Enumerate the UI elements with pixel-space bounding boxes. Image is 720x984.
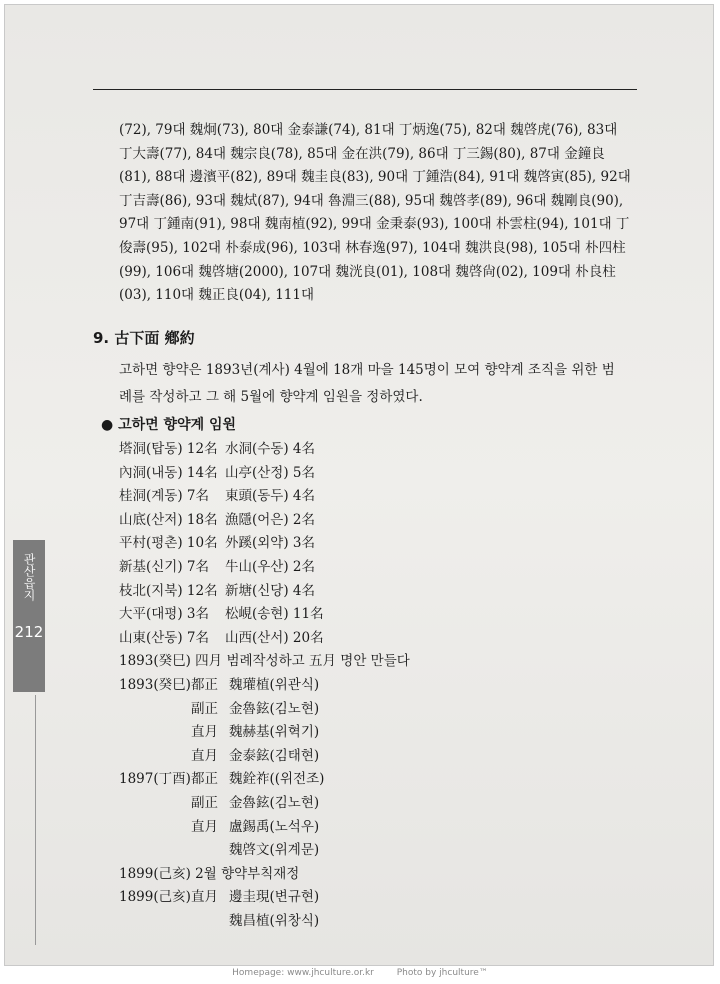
village-entry: 枝北(지북) 12名 [119, 582, 218, 599]
village-entry: 塔洞(탑동) 12名 [119, 441, 218, 457]
village-entry: 內洞(내동) 14名 [119, 464, 218, 481]
officer-role: 副正 [191, 700, 218, 717]
village-entry: 山底(산저) 18名 [119, 511, 218, 528]
officer-year: 1893(癸巳) [119, 677, 191, 693]
officer-year: 1897(丁酉) [119, 771, 191, 788]
body-line: 丁吉壽(86), 93대 魏烒(87), 94대 魯淵三(88), 95대 魏啓孝(89), 96대 魏剛良(90), [119, 192, 624, 209]
officer-role: 都正 [191, 677, 218, 693]
village-entry: 東頭(동두) 4名 [225, 488, 315, 505]
officer-name: 魏啓文(위계문) [229, 842, 320, 859]
officer-name: 魏銓祚((위전조) [229, 771, 325, 788]
officer-name: 魏瓘植(위관식) [229, 677, 320, 693]
book-title: 관산읍지 [22, 553, 36, 601]
body-paragraph [119, 119, 639, 308]
village-entry: 外蹊(외약) 3名 [225, 535, 315, 552]
village-entry: 水洞(수동) 4名 [225, 441, 315, 457]
village-entry: 山東(산동) 7名 [119, 629, 209, 646]
header-rule [93, 89, 637, 90]
body-line: 丁大壽(77), 84대 魏宗良(78), 85대 金在洪(79), 86대 丁三錫(80), 87대 金鐘良 [119, 145, 605, 162]
intro-line: 례를 작성하고 그 해 5월에 향약계 임원을 정하였다. [119, 389, 423, 405]
officer-role: 副正 [191, 795, 218, 811]
section-intro [119, 357, 629, 411]
village-entry: 牛山(우산) 2名 [225, 559, 315, 575]
body-line: 97대 丁鍾南(91), 98대 魏南植(92), 99대 金秉泰(93), 100대 朴雲柱(94), 101대 丁 [119, 216, 630, 233]
book-page-photo [4, 4, 714, 966]
officer-name: 魏赫基(위혁기) [229, 724, 320, 741]
village-entry: 山西(산서) 20名 [225, 629, 324, 646]
intro-line: 고하면 향약은 1893년(계사) 4월에 18개 마을 145명이 모여 향약계 조직을 위한 범 [119, 362, 615, 378]
photo-credit: Photo by jhculture™ [396, 968, 488, 978]
village-entry: 平村(평촌) 10名 [119, 535, 218, 552]
officer-name: 金魯鉉(김노현) [229, 795, 320, 811]
officer-name: 金泰鉉(김태현) [229, 747, 320, 764]
body-line: 俊壽(95), 102대 朴泰成(96), 103대 林春逸(97), 104대 魏洪良(98), 105대 朴四柱 [119, 239, 626, 256]
village-entry: 新基(신기) 7名 [119, 559, 209, 575]
section-heading: 9. 古下面 鄕約 [93, 329, 195, 347]
body-line: (03), 110대 魏正良(04), 111대 [119, 287, 314, 304]
officer-name: 盧錫禹(노석우) [229, 818, 320, 835]
village-entry: 漁隱(어은) 2名 [225, 511, 315, 528]
officer-name: 邊圭現(변규현) [229, 889, 320, 906]
officer-role: 直月 [191, 747, 218, 764]
officer-name: 金魯鉉(김노현) [229, 700, 320, 717]
side-rule [35, 695, 36, 945]
page-number: 212 [14, 623, 44, 641]
note-1893: 1893(癸巳) 四月 범례작성하고 五月 명안 만들다 [119, 653, 410, 670]
photo-credit-footer [0, 968, 720, 978]
village-entry: 大平(대평) 3名 [119, 606, 209, 623]
officer-year: 1899(己亥) [119, 889, 191, 906]
village-entry: 山亭(산정) 5名 [225, 464, 315, 481]
officer-name: 魏昌植(위창식) [229, 913, 320, 929]
officer-role: 都正 [191, 771, 218, 788]
village-entry: 松峴(송현) 11名 [225, 606, 324, 623]
body-line: (72), 79대 魏炯(73), 80대 金泰謙(74), 81대 丁炳逸(75), 82대 魏啓虎(76), 83대 [119, 122, 618, 138]
officer-role: 直月 [191, 818, 218, 835]
officer-role: 直月 [191, 889, 218, 906]
body-line: (99), 106대 魏啓塘(2000), 107대 魏洸良(01), 108대 魏啓尙(02), 109대 朴良柱 [119, 263, 616, 280]
bullet-heading: ● 고하면 향약계 임원 [101, 417, 237, 433]
officer-role: 直月 [191, 724, 218, 741]
village-entry: 新塘(신당) 4名 [225, 582, 315, 599]
village-entry: 桂洞(계동) 7名 [119, 488, 209, 505]
note-1899: 1899(己亥) 2월 향약부칙재정 [119, 865, 300, 882]
body-line: (81), 88대 邊濱平(82), 89대 魏圭良(83), 90대 丁鍾浩(84), 91대 魏啓寅(85), 92대 [119, 169, 631, 186]
homepage-credit: Homepage: www.jhculture.or.kr [232, 968, 374, 978]
